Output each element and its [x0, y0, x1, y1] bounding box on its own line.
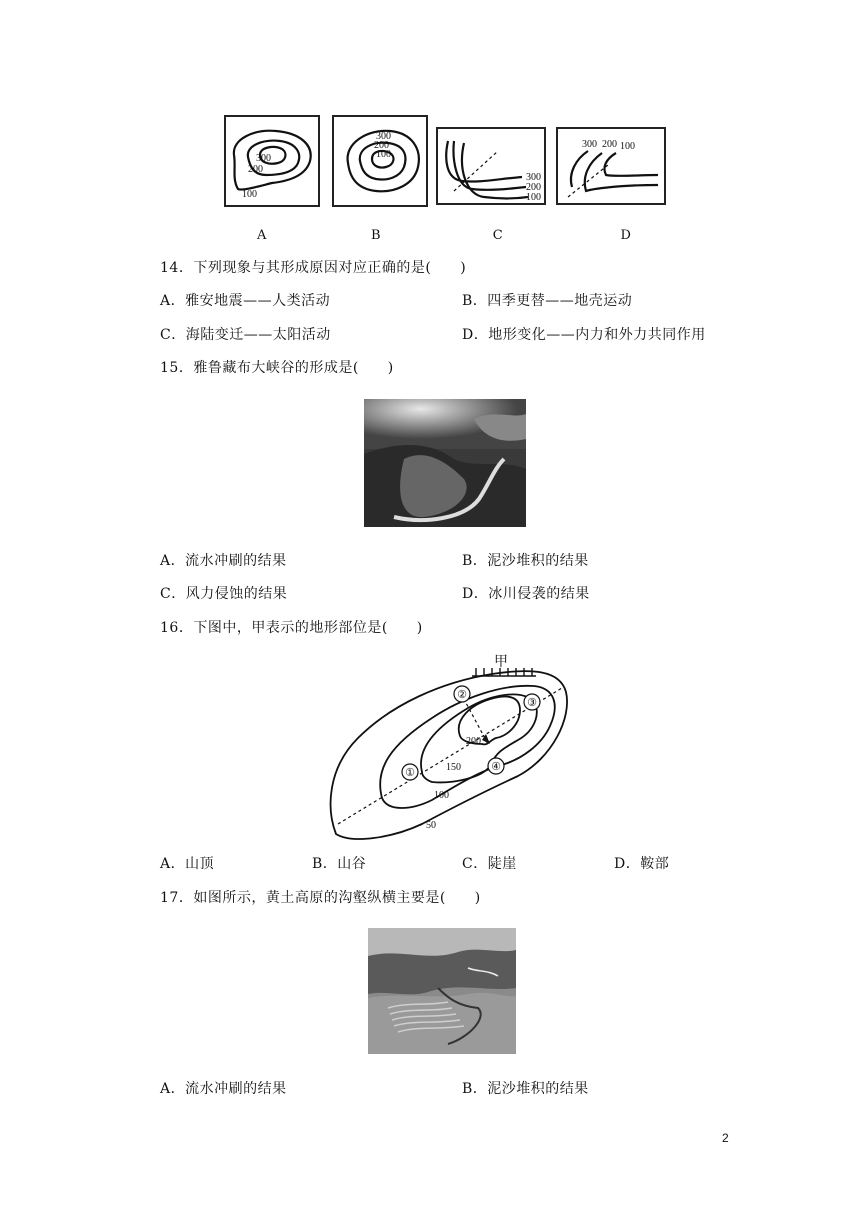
contour-figure-c [436, 127, 546, 205]
question-15-option-b: B．泥沙堆积的结果 [462, 553, 589, 569]
contour-b-label-100: 100 [376, 149, 391, 160]
contour-figure-c-label: C [492, 228, 504, 243]
contour-16-marker-3: ③ [527, 697, 537, 709]
question-17-stem: 17．如图所示，黄土高原的沟壑纵横主要是( ) [160, 890, 481, 906]
contour-figure-d-label: D [620, 228, 632, 243]
contour-figure-a [224, 115, 320, 207]
question-15-option-d: D．冰川侵袭的结果 [462, 586, 590, 602]
contour-d-label-300: 300 [582, 139, 597, 150]
contour-figure-a-label: A [257, 228, 267, 243]
contour-figure-d [556, 127, 666, 205]
question-14-option-c: C．海陆变迁——太阳活动 [160, 327, 331, 343]
contour-figure-d-drawing [558, 129, 664, 203]
contour-figure-b [332, 115, 428, 207]
question-15-option-a: A．流水冲刷的结果 [160, 553, 287, 569]
loess-plateau-photo-drawing [368, 928, 516, 1054]
canyon-photo-drawing [364, 399, 526, 527]
contour-a-label-300: 300 [256, 153, 271, 164]
contour-d-label-200: 200 [602, 139, 617, 150]
canyon-photo [364, 399, 526, 527]
contour-16-label-200: 200 [466, 736, 481, 747]
contour-figure-b-drawing [334, 117, 426, 205]
question-15-option-c: C．风力侵蚀的结果 [160, 586, 288, 602]
contour-d-label-100: 100 [620, 141, 635, 152]
contour-16-label-50: 50 [426, 820, 436, 831]
question-14-option-d: D．地形变化——内力和外力共同作用 [462, 327, 706, 343]
contour-16-jia-label: 甲 [494, 655, 508, 670]
page-number: 2 [722, 1131, 729, 1145]
question-16-option-a: A．山顶 [160, 856, 215, 872]
question-16-option-d: D．鞍部 [614, 856, 670, 872]
loess-plateau-photo [368, 928, 516, 1054]
contour-c-label-300: 300 [526, 172, 541, 183]
contour-16-label-100: 100 [434, 790, 449, 801]
contour-16-marker-4: ④ [491, 761, 501, 773]
contour-figure-c-drawing [438, 129, 544, 203]
contour-b-label-200: 200 [374, 140, 389, 151]
question-14-option-a: A．雅安地震——人类活动 [160, 293, 331, 309]
question-14-stem: 14．下列现象与其形成原因对应正确的是( ) [160, 260, 467, 276]
question-16-option-c: C．陡崖 [462, 856, 517, 872]
contour-map-16 [322, 648, 584, 844]
contour-a-label-200: 200 [248, 164, 263, 175]
question-17-option-b: B．泥沙堆积的结果 [462, 1081, 589, 1097]
question-16-option-b: B．山谷 [312, 856, 367, 872]
contour-a-label-100: 100 [242, 189, 257, 200]
contour-16-label-150: 150 [446, 762, 461, 773]
contour-16-marker-2: ② [457, 689, 467, 701]
question-16-stem: 16．下图中，甲表示的地形部位是( ) [160, 620, 423, 636]
contour-figure-b-label: B [370, 228, 382, 243]
question-14-option-b: B．四季更替——地壳运动 [462, 293, 633, 309]
contour-map-16-drawing [322, 648, 584, 844]
contour-figure-a-drawing [226, 117, 318, 205]
contour-b-label-300: 300 [376, 131, 391, 142]
question-15-stem: 15．雅鲁藏布大峡谷的形成是( ) [160, 360, 394, 376]
contour-c-label-100: 100 [526, 192, 541, 203]
question-17-option-a: A．流水冲刷的结果 [160, 1081, 287, 1097]
contour-16-marker-1: ① [405, 767, 415, 779]
contour-c-label-200: 200 [526, 182, 541, 193]
